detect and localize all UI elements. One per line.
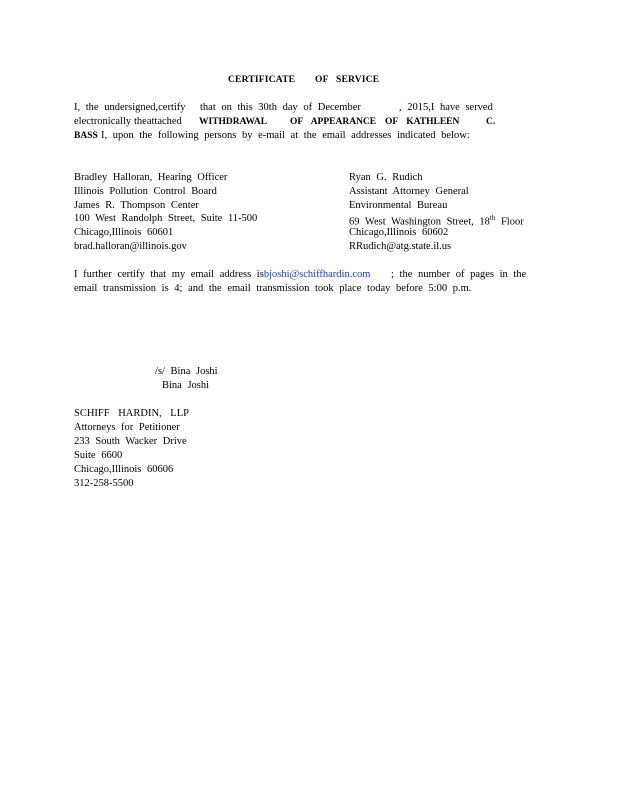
recipient-left-line: 100 West Randolph Street, Suite 11-500	[74, 213, 258, 224]
recipient-left-line: Bradley Halloran, Hearing Officer	[74, 172, 228, 183]
recipient-right-email: RRudich@atg.state.il.us	[349, 241, 452, 252]
firm-line: SCHIFF HARDIN, LLP	[74, 408, 189, 419]
intro-line1-a: I, the undersigned,certify	[74, 102, 186, 113]
intro-line3-a: BASS	[74, 131, 98, 141]
certify-line1-b: ; the number of pages in the	[391, 269, 527, 280]
intro-line2-e: OF KATHLEEN	[385, 117, 460, 127]
recipient-right-line: Assistant Attorney General	[349, 186, 469, 197]
intro-line2-b: theattached	[134, 116, 182, 127]
title-of: OF	[315, 75, 329, 85]
title-certificate: CERTIFICATE	[228, 75, 296, 85]
recipient-right-line: Environmental Bureau	[349, 200, 448, 211]
recipient-right-line: Ryan G. Rudich	[349, 172, 423, 183]
certify-text-a: I further certify that my email address is	[74, 269, 264, 280]
recipient-left-line: Illinois Pollution Control Board	[74, 186, 217, 197]
firm-line: 233 South Wacker Drive	[74, 436, 187, 447]
intro-line2-d: OF APPEARANCE	[290, 117, 377, 127]
signature-name: Bina Joshi	[162, 380, 210, 391]
intro-line1-b: that on this 30th day of December	[200, 102, 361, 113]
firm-line: Suite 6600	[74, 450, 123, 461]
certify-line1	[74, 268, 370, 281]
intro-line2-f: C.	[486, 117, 496, 127]
recipient-right-line: Chicago,Illinois 60602	[349, 227, 449, 238]
floor-text: Floor	[495, 216, 524, 228]
email-link[interactable]: bjoshi@schiffhardin.com	[263, 269, 371, 280]
recipient-left-line: James R. Thompson Center	[74, 200, 199, 211]
recipient-left-email: brad.halloran@illinois.gov	[74, 241, 187, 252]
ordinal-suffix: th	[489, 214, 496, 222]
intro-line2-a: electronically	[74, 116, 132, 127]
certify-line2: email transmission is 4; and the email transmission took place today before 5:00 p.m.	[74, 283, 472, 294]
title-service: SERVICE	[336, 75, 380, 85]
signature-line: /s/ Bina Joshi	[155, 366, 218, 377]
intro-line3-b: I, upon the following persons by e-mail at the email addresses indicated below:	[101, 130, 470, 141]
firm-line: Attorneys for Petitioner	[74, 422, 180, 433]
address-text: 69 West Washington Street, 18	[349, 216, 490, 228]
intro-line2-c: WITHDRAWAL	[199, 117, 268, 127]
recipient-left-line: Chicago,Illinois 60601	[74, 227, 174, 238]
intro-line1-c: , 2015,I have served	[399, 102, 493, 113]
firm-phone: 312-258-5500	[74, 478, 134, 489]
firm-line: Chicago,Illinois 60606	[74, 464, 174, 475]
